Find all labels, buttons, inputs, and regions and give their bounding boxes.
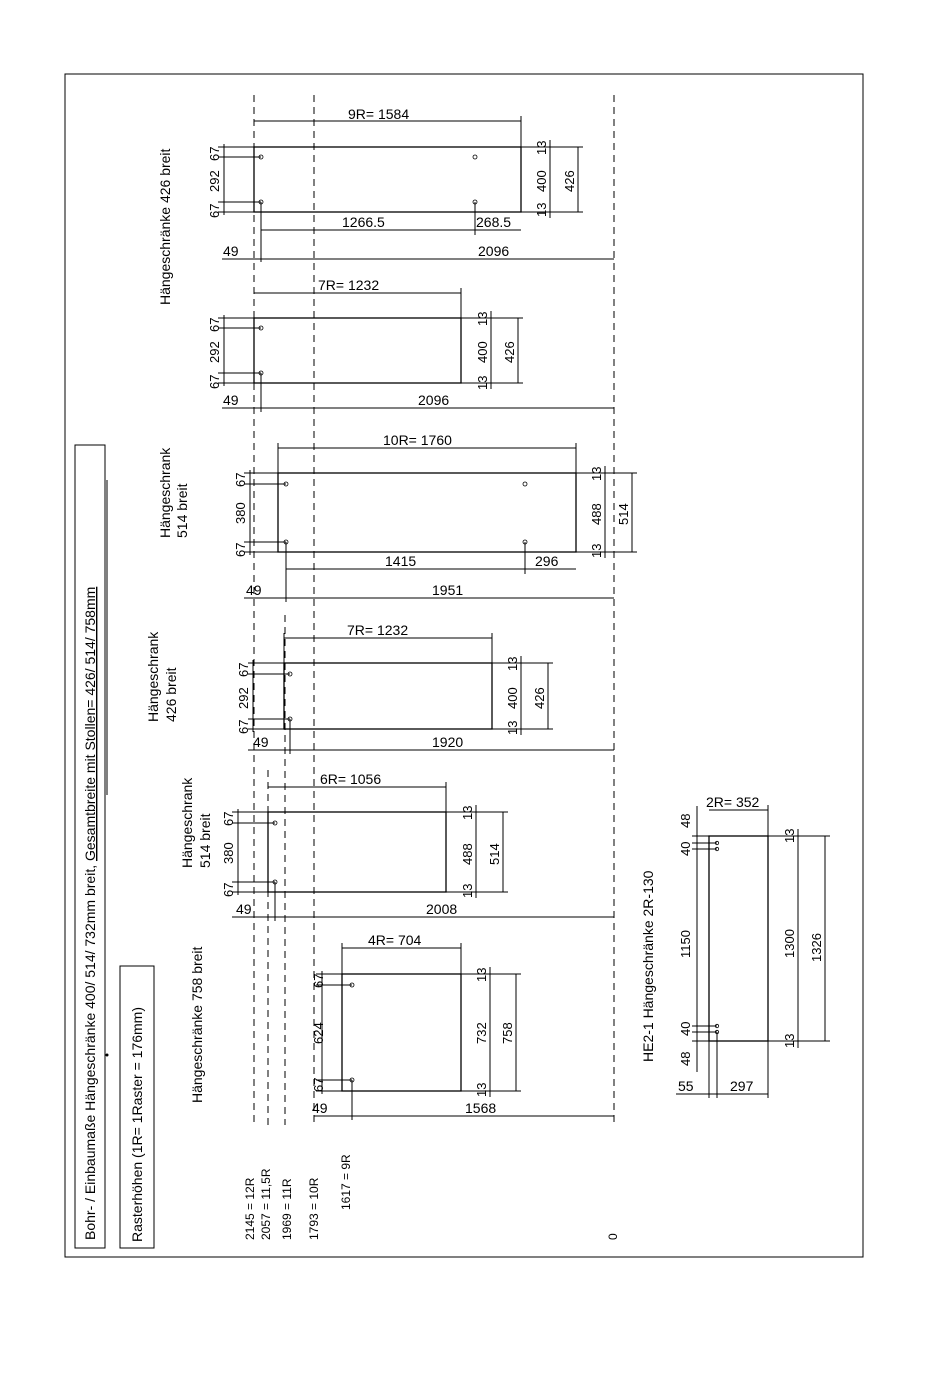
cabinet-1-label: Hängeschränke 426 breit bbox=[157, 148, 173, 305]
cabinet-3-hole-dim: 380 bbox=[233, 502, 248, 524]
cabinet-5 bbox=[179, 771, 614, 921]
cabinet-3 bbox=[157, 432, 637, 602]
he2-body bbox=[709, 836, 768, 1041]
cabinet-6-offset: 49 bbox=[312, 1100, 328, 1116]
cabinet-3-hole-dim: 67 bbox=[233, 472, 248, 487]
cabinet-5-total: 2008 bbox=[426, 901, 458, 917]
cabinet-5-body bbox=[268, 812, 446, 892]
cabinet-3-body bbox=[278, 473, 576, 552]
cabinet-2-top-dim: 7R= 1232 bbox=[318, 277, 380, 293]
cabinet-2-offset: 49 bbox=[223, 392, 239, 408]
height-labels bbox=[243, 1154, 620, 1240]
reference-lines bbox=[254, 95, 614, 1125]
cabinet-4-total: 1920 bbox=[432, 734, 464, 750]
cabinet-4-right-dim: 13 bbox=[505, 656, 520, 671]
cabinet-2-total: 2096 bbox=[418, 392, 450, 408]
cabinet-4-label-line-2: 426 breit bbox=[163, 667, 179, 722]
cabinet-6-hole-dim: 67 bbox=[311, 973, 326, 988]
cabinet-1-top-dim: 9R= 1584 bbox=[348, 106, 410, 122]
cabinet-3-bottom-dim: 1415 bbox=[385, 553, 417, 569]
cabinet-6-label: Hängeschränke 758 breit bbox=[189, 946, 205, 1103]
cabinet-3-total: 1951 bbox=[432, 582, 464, 598]
cabinet-2-right-dim: 400 bbox=[475, 341, 490, 363]
cabinet-3-right-dim: 13 bbox=[589, 543, 604, 558]
cabinet-6-hole-dim: 67 bbox=[311, 1077, 326, 1092]
cabinet-6-total: 1568 bbox=[465, 1100, 497, 1116]
cabinet-4-hole-dim: 67 bbox=[236, 662, 251, 677]
cabinet-1-hole-dim: 292 bbox=[207, 170, 222, 192]
height-label-9R: 1617 = 9R bbox=[339, 1154, 353, 1210]
cabinet-1-right-dim: 13 bbox=[534, 202, 549, 217]
cabinet-4-hole-dim: 67 bbox=[236, 719, 251, 734]
cabinet-2-body bbox=[254, 318, 461, 383]
title-main: Bohr- / Einbaumaße Hängeschränke 400/ 514/ 732mm breit, bbox=[82, 861, 98, 1240]
cabinet-5-label-line-2: 514 breit bbox=[197, 813, 213, 868]
cabinet-4-body bbox=[284, 663, 492, 729]
cabinet-6-hole-dim: 624 bbox=[311, 1022, 326, 1044]
he2-top-dim: 2R= 352 bbox=[706, 794, 760, 810]
he2-left-dim: 48 bbox=[678, 813, 693, 828]
zero-label: 0 bbox=[606, 1233, 620, 1240]
cabinet-3-hole-dim: 67 bbox=[233, 542, 248, 557]
cabinet-3-hole bbox=[523, 482, 527, 486]
cabinet-3-label-line-1: Hängeschrank bbox=[157, 447, 173, 538]
cabinet-4-right-dim: 13 bbox=[505, 720, 520, 735]
cabinet-1 bbox=[157, 106, 614, 305]
he2-right-dim: 1300 bbox=[782, 929, 797, 958]
cabinet-1-hole-dim: 67 bbox=[207, 146, 222, 161]
cabinet-1-right-dim: 400 bbox=[534, 170, 549, 192]
height-label-11-5R: 2057 = 11,5R bbox=[259, 1168, 273, 1240]
cabinet-2-hole-dim: 67 bbox=[207, 374, 222, 389]
raster-note: Rasterhöhen (1R= 1Raster = 176mm) bbox=[129, 1007, 145, 1242]
cabinet-4 bbox=[145, 622, 614, 754]
cabinet-1-hole bbox=[473, 155, 477, 159]
cabinet-1-bottom-dim: 268.5 bbox=[476, 214, 512, 230]
cabinet-1-right-dim: 13 bbox=[534, 140, 549, 155]
he2-right-dim: 13 bbox=[782, 828, 797, 843]
cabinet-4-hole-dim: 292 bbox=[236, 687, 251, 709]
cabinet-6-body bbox=[342, 974, 461, 1091]
title-underlined: Gesamtbreite mit Stollen= 426/ 514/ 758mm bbox=[82, 586, 98, 862]
cabinet-3-right-dim: 514 bbox=[616, 503, 631, 525]
cabinet-5-top-dim: 6R= 1056 bbox=[320, 771, 382, 787]
cabinet-6-right-dim: 13 bbox=[474, 967, 489, 982]
cabinet-3-top-dim: 10R= 1760 bbox=[383, 432, 452, 448]
cabinet-3-right-dim: 488 bbox=[589, 503, 604, 525]
cabinet-4-right-dim: 400 bbox=[505, 687, 520, 709]
cabinet-2-right-dim: 13 bbox=[475, 311, 490, 326]
cabinet-3-offset: 49 bbox=[246, 582, 262, 598]
cabinet-5-hole-dim: 67 bbox=[221, 811, 236, 826]
title-text bbox=[82, 587, 98, 1240]
height-label-10R: 1793 = 10R bbox=[307, 1177, 321, 1240]
he2-right-dim: 1326 bbox=[809, 933, 824, 962]
cabinet-1-hole-dim: 67 bbox=[207, 203, 222, 218]
cabinet-6-right-dim: 13 bbox=[474, 1082, 489, 1097]
cabinet-3-label-line-2: 514 breit bbox=[174, 483, 190, 538]
cabinet-6-right-dim: 732 bbox=[474, 1022, 489, 1044]
cabinet-3-right-dim: 13 bbox=[589, 466, 604, 481]
cabinet-5-hole-dim: 67 bbox=[221, 882, 236, 897]
he2-bottom-dim: 297 bbox=[730, 1078, 754, 1094]
he2-left-dim: 48 bbox=[678, 1051, 693, 1066]
cabinet-5-hole-dim: 380 bbox=[221, 842, 236, 864]
cabinet-5-right-dim: 13 bbox=[460, 883, 475, 898]
he2-left-dim: 1150 bbox=[678, 930, 693, 958]
he2-right-dim: 13 bbox=[782, 1033, 797, 1048]
cabinet-1-right-dim: 426 bbox=[562, 170, 577, 192]
height-label-12R: 2145 = 12R bbox=[243, 1177, 257, 1240]
height-label-11R: 1969 = 11R bbox=[280, 1178, 294, 1240]
he2-left-dim: 40 bbox=[678, 1021, 693, 1036]
cabinet-1-bottom-dim: 1266.5 bbox=[342, 214, 385, 230]
cabinet-1-body bbox=[254, 147, 521, 212]
cabinet-4-right-dim: 426 bbox=[532, 687, 547, 709]
cabinet-5-right-dim: 488 bbox=[460, 843, 475, 865]
he2-bottom-dim: 55 bbox=[678, 1078, 694, 1094]
he2-left-dim: 40 bbox=[678, 841, 693, 856]
cabinet-4-top-dim: 7R= 1232 bbox=[347, 622, 409, 638]
cabinet-4-offset: 49 bbox=[253, 734, 269, 750]
cabinet-6-right-dim: 758 bbox=[500, 1022, 515, 1044]
cabinet-2-right-dim: 426 bbox=[502, 341, 517, 363]
cabinet-4-label-line-1: Hängeschrank bbox=[145, 631, 161, 722]
cabinet-2-hole-dim: 292 bbox=[207, 341, 222, 363]
cabinet-2-right-dim: 13 bbox=[475, 375, 490, 390]
he2-label: HE2-1 Hängeschränke 2R-130 bbox=[640, 870, 656, 1062]
cabinet-6 bbox=[189, 932, 614, 1120]
cabinet-6-top-dim: 4R= 704 bbox=[368, 932, 422, 948]
cabinet-3-bottom-dim: 296 bbox=[535, 553, 559, 569]
cabinet-2 bbox=[207, 277, 614, 412]
he2-cabinet bbox=[640, 794, 830, 1098]
cabinet-5-label-line-1: Hängeschrank bbox=[179, 777, 195, 868]
cabinet-1-offset: 49 bbox=[223, 243, 239, 259]
cabinet-1-total: 2096 bbox=[478, 243, 510, 259]
cabinet-5-right-dim: 514 bbox=[487, 843, 502, 865]
cabinet-5-offset: 49 bbox=[236, 901, 252, 917]
cabinet-5-right-dim: 13 bbox=[460, 805, 475, 820]
dot-mark bbox=[106, 1054, 109, 1057]
cabinet-2-hole-dim: 67 bbox=[207, 317, 222, 332]
